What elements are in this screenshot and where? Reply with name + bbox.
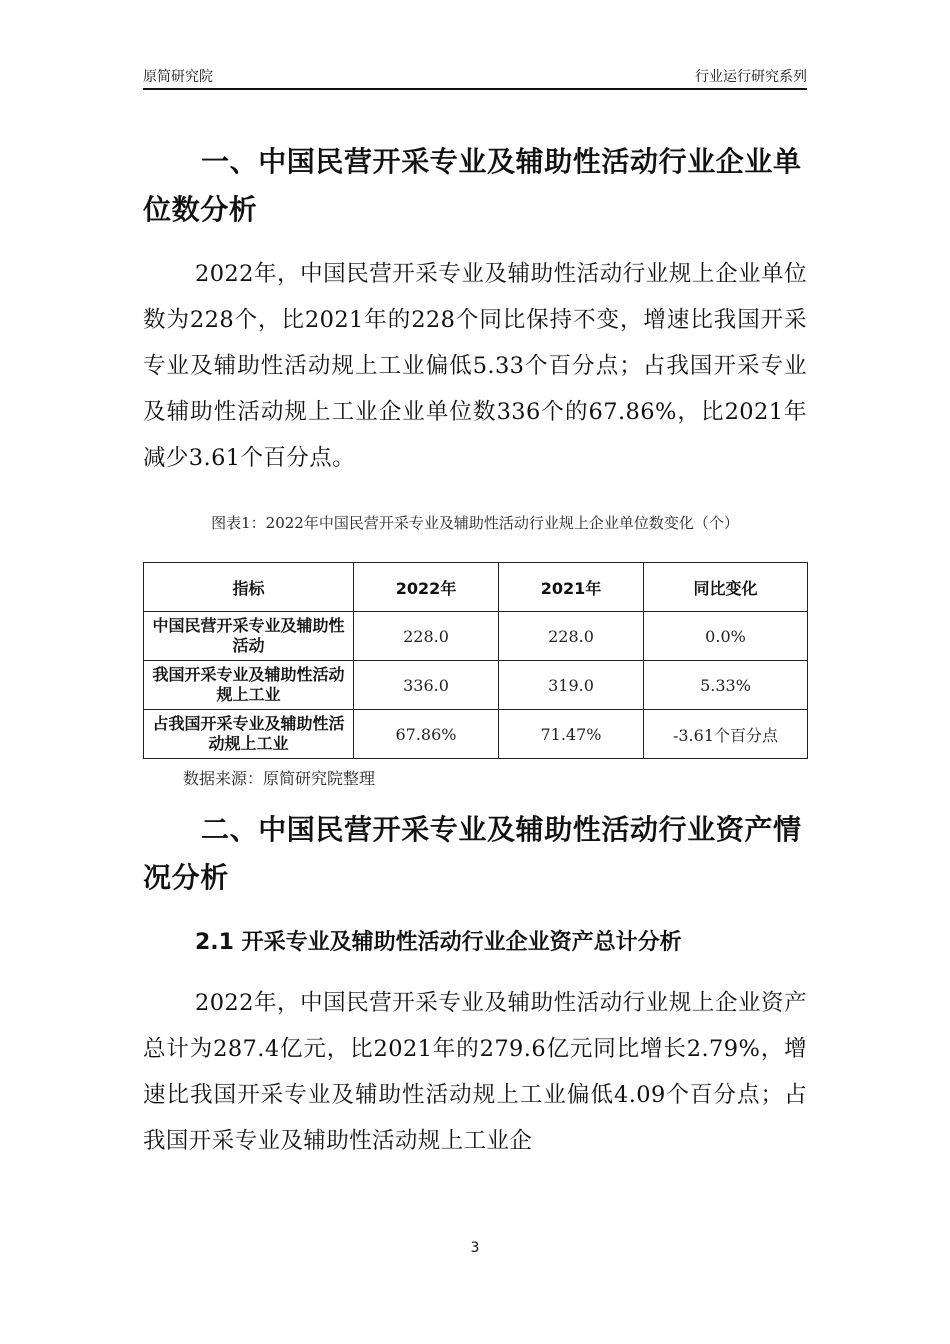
header-divider xyxy=(143,88,807,90)
value-2022: 228.0 xyxy=(354,612,499,661)
value-2021: 228.0 xyxy=(499,612,644,661)
section-1-heading: 一、中国民营开采专业及辅助性活动行业企业单位数分析 xyxy=(143,145,802,226)
value-change: -3.61个百分点 xyxy=(644,710,808,759)
table-1-caption: 图表1：2022年中国民营开采专业及辅助性活动行业规上企业单位数变化（个） xyxy=(211,514,739,532)
row-label: 中国民营开采专业及辅助性活动 xyxy=(144,612,354,661)
section-2-1-subheading: 2.1 开采专业及辅助性活动行业企业资产总计分析 xyxy=(195,930,682,955)
page-number: 3 xyxy=(470,1240,480,1256)
enterprise-count-table xyxy=(143,562,808,759)
column-header-2021: 2021年 xyxy=(499,563,644,612)
column-header-yoy-change: 同比变化 xyxy=(644,563,808,612)
value-2022: 336.0 xyxy=(354,661,499,710)
column-header-indicator: 指标 xyxy=(144,563,354,612)
table-row xyxy=(144,661,808,710)
table-1-source: 数据来源：原简研究院整理 xyxy=(183,769,376,788)
row-label: 我国开采专业及辅助性活动规上工业 xyxy=(144,661,354,710)
header-series-name: 行业运行研究系列 xyxy=(695,69,807,85)
page-header xyxy=(143,66,807,88)
table-row xyxy=(144,710,808,759)
value-2021: 319.0 xyxy=(499,661,644,710)
value-2022: 67.86% xyxy=(354,710,499,759)
header-org-name: 原简研究院 xyxy=(143,69,213,85)
value-change: 5.33% xyxy=(644,661,808,710)
row-label: 占我国开采专业及辅助性活动规上工业 xyxy=(144,710,354,759)
section-1-paragraph: 2022年，中国民营开采专业及辅助性活动行业规上企业单位数为228个，比2021年的228个同比保持不变，增速比我国开采专业及辅助性活动规上工业偏低5.33个百分点；占我国开采专业及辅助性活动规上工业企业单位数336个的67.86%，比2021年减少3.61个百分点。 xyxy=(143,261,807,471)
value-change: 0.0% xyxy=(644,612,808,661)
section-2-paragraph: 2022年，中国民营开采专业及辅助性活动行业规上企业资产总计为287.4亿元，比2021年的279.6亿元同比增长2.79%，增速比我国开采专业及辅助性活动规上工业偏低4.09个百分点；占我国开采专业及辅助性活动规上工业企 xyxy=(143,990,807,1154)
table-row xyxy=(144,612,808,661)
value-2021: 71.47% xyxy=(499,710,644,759)
section-2-heading: 二、中国民营开采专业及辅助性活动行业资产情况分析 xyxy=(143,813,802,894)
column-header-2022: 2022年 xyxy=(354,563,499,612)
table-header-row xyxy=(144,563,808,612)
